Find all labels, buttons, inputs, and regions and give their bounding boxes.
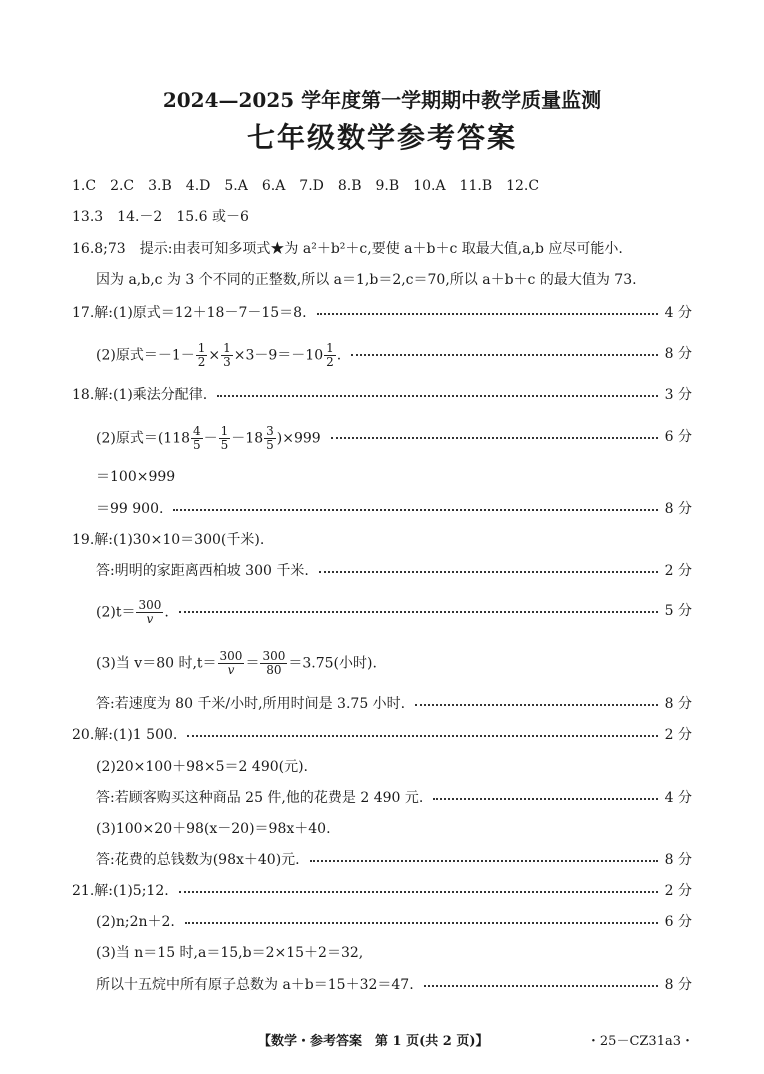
q18-line1: 18.解:(1)乘法分配律. 3 分 — [0, 383, 764, 407]
leader-dots — [415, 704, 658, 706]
q16-line2: 因为 a,b,c 为 3 个不同的正整数,所以 a＝1,b＝2,c＝70,所以 a＋b＋c 的最大值为 73. — [96, 272, 637, 288]
q21-line3: (3)当 n＝15 时,a＝15,b＝2×15＋2＝32, — [96, 945, 364, 961]
q20-line4: (3)100×20＋98(x－20)＝98x＋40. — [96, 821, 331, 837]
fraction: $\frac{300}{80}$ — [262, 649, 286, 677]
leader-dots — [310, 860, 658, 862]
score: 8 分 — [664, 501, 692, 517]
score: 8 分 — [664, 346, 692, 362]
leader-dots — [433, 798, 658, 800]
fraction: $\frac{1}{5}$ — [220, 424, 229, 452]
fraction: $\frac{4}{5}$ — [193, 424, 201, 452]
q20-line2: (2)20×100＋98×5＝2 490(元). — [96, 759, 309, 775]
exam-title: 2024—2025 学年度第一学期期中教学质量监测 — [162, 88, 602, 112]
score: 4 分 — [664, 790, 692, 806]
score: 2 分 — [664, 883, 692, 899]
leader-dots — [319, 571, 658, 573]
score: 5 分 — [664, 603, 692, 619]
leader-dots — [173, 509, 658, 511]
score: 4 分 — [664, 305, 692, 321]
q17-line2: (2)原式＝－1－ $\frac{1}{2}$ × $\frac{1}{3}$ ×3－9＝－10 $\frac{1}{2}$ . 8 分 — [96, 341, 692, 369]
fill-answers: 13.3 14.－2 15.6 或－6 — [72, 209, 249, 225]
fraction: $\frac{1}{3}$ — [223, 341, 231, 369]
q19-line3: (2)t＝ $\frac{300}{v}$ . 5 分 — [96, 598, 692, 626]
score: 6 分 — [664, 429, 692, 445]
leader-dots — [187, 735, 658, 737]
fraction: $\frac{1}{2}$ — [326, 341, 334, 369]
footer-page-info: 【数学・参考答案 第 1 页(共 2 页)】 — [258, 1034, 489, 1049]
leader-dots — [179, 891, 658, 893]
leader-dots — [185, 922, 658, 924]
q18-line3: ＝100×999 — [96, 469, 176, 485]
score: 2 分 — [664, 563, 692, 579]
q19-line5: 答:若速度为 80 千米/小时,所用时间是 3.75 小时. 8 分 — [0, 692, 764, 716]
leader-dots — [331, 437, 658, 439]
q17-line1: 17.解:(1)原式＝12＋18－7－15＝8. 4 分 — [0, 301, 764, 325]
q21-line2: (2)n;2n＋2. 6 分 — [0, 910, 764, 934]
q21-line4: 所以十五烷中所有原子总数为 a＋b＝15＋32＝47. 8 分 — [0, 973, 764, 997]
q16-line1: 16.8;73 提示:由表可知多项式★为 a²＋b²＋c,要使 a＋b＋c 取最大值,a,b 应尽可能小. — [72, 241, 623, 257]
q18-line2: (2)原式＝(118 $\frac{4}{5}$ － $\frac{1}{5}$ －18 $\frac{3}{5}$ )×999 6 分 — [96, 424, 692, 452]
score: 6 分 — [664, 914, 692, 930]
q18-line4: ＝99 900. 8 分 — [0, 497, 764, 521]
score: 8 分 — [664, 696, 692, 712]
q20-line3: 答:若顾客购买这种商品 25 件,他的花费是 2 490 元. 4 分 — [0, 786, 764, 810]
leader-dots — [217, 395, 658, 397]
score: 8 分 — [664, 852, 692, 868]
footer-code: ・25－CZ31a3・ — [586, 1034, 694, 1049]
answer-key-title: 七年级数学参考答案 — [246, 121, 517, 154]
q19-line4: (3)当 v＝80 时,t＝ $\frac{300}{v}$ ＝ $\frac{300}{80}$ ＝3.75(小时). — [96, 649, 377, 677]
fraction: $\frac{1}{2}$ — [197, 341, 206, 369]
q19-line2: 答:明明的家距离西柏坡 300 千米. 2 分 — [0, 559, 764, 583]
q20-line1: 20.解:(1)1 500. 2 分 — [0, 723, 764, 747]
leader-dots — [317, 313, 658, 315]
q21-line1: 21.解:(1)5;12. 2 分 — [0, 879, 764, 903]
fraction: $\frac{300}{v}$ — [138, 598, 162, 626]
choice-answers: 1.C 2.C 3.B 4.D 5.A 6.A 7.D 8.B 9.B 10.A 11.B 12.C — [72, 178, 540, 194]
leader-dots — [351, 354, 658, 356]
score: 2 分 — [664, 727, 692, 743]
q19-line1: 19.解:(1)30×10＝300(千米). — [72, 532, 265, 548]
leader-dots — [179, 611, 658, 613]
q20-line5: 答:花费的总钱数为(98x＋40)元. 8 分 — [0, 848, 764, 872]
page-footer — [0, 1030, 764, 1054]
fraction: $\frac{300}{v}$ — [219, 649, 243, 677]
leader-dots — [424, 985, 658, 987]
fraction: $\frac{3}{5}$ — [266, 424, 274, 452]
score: 3 分 — [664, 387, 692, 403]
score: 8 分 — [664, 977, 692, 993]
